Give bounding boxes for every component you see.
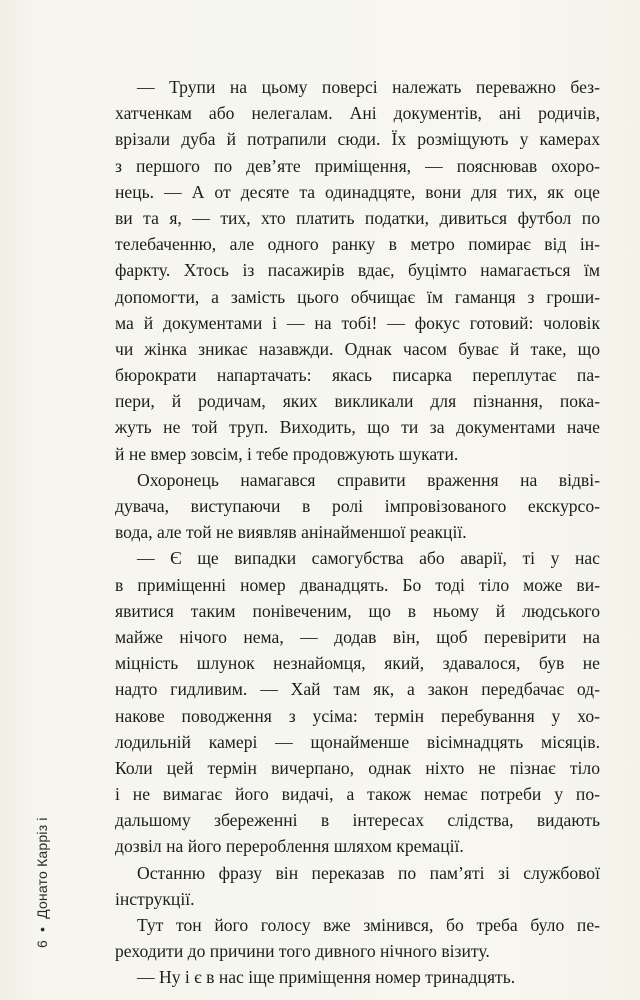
text-line: — Трупи на цьому поверсі належать переважно без- xyxy=(137,77,600,97)
text-line: накове поводження з усіма: термін перебування у хо- xyxy=(115,705,600,726)
bullet-separator: • xyxy=(34,926,50,932)
text-line: ви та я, — тих, хто платить податки, дивиться футбол по xyxy=(115,207,600,228)
text-line: Останню фразу він переказав по пам’яті зі службової xyxy=(137,862,600,883)
text-line: Коли цей термін вичерпано, однак ніхто не пізнає тіло xyxy=(115,757,600,778)
text-line: — Ну і є в нас іще приміщення номер тринадцять. xyxy=(137,967,516,988)
text-line: лодильній камері — щонайменше вісімнадцять місяців. xyxy=(115,731,600,752)
text-line: — Є ще випадки самогубства або аварії, ті у нас xyxy=(137,548,600,569)
text-line: бюрократи напартачать: якась писарка переплутає па- xyxy=(115,365,600,386)
text-line: інструкції. xyxy=(115,888,195,909)
text-line: дальшому збереженні в інтересах слідства, видають xyxy=(115,810,600,831)
text-line: вода, але той не виявляв анінайменшої реакції. xyxy=(115,522,467,543)
text-line: жуть не той труп. Виходить, що ти за документами наче xyxy=(115,417,600,438)
text-line: дувача, виступаючи в ролі імпровізованого екскурсо- xyxy=(115,496,600,516)
text-line: фаркту. Хтось із пасажирів вдає, буцімто намагається їм xyxy=(115,260,600,281)
text-line: дозвіл на його перероблення шляхом кремації. xyxy=(115,836,464,857)
running-head xyxy=(34,817,50,948)
text-line: в приміщенні номер дванадцять. Бо тоді тіло може ви- xyxy=(115,574,600,595)
author-name: Донато Карріз і xyxy=(34,817,50,919)
text-line: надто гидливим. — Хай там як, а закон передбачає од- xyxy=(115,679,600,700)
text-line: майже нічого нема, — додав він, щоб перевірити на xyxy=(115,626,600,647)
page-number: 6 xyxy=(34,940,50,948)
text-line: Тут тон його голосу вже змінився, бо треба було пе- xyxy=(137,915,600,935)
text-line: врізали дуба й потрапили сюди. Їх розміщують у камерах xyxy=(115,129,600,150)
text-line: допомогти, а замість цього обчищає їм гаманця з гроши- xyxy=(115,286,600,307)
text-line: Охоронець намагався справити враження на відві- xyxy=(137,469,600,490)
text-line: ма й документами і — на тобі! — фокус готовий: чоловік xyxy=(115,312,600,333)
text-line: телебаченню, але одного ранку в метро помирає від ін- xyxy=(115,234,600,255)
text-line: міцність шлунок незнайомця, який, здавалося, був не xyxy=(115,653,600,674)
text-line: явитися таким понівеченим, що в ньому й людського xyxy=(115,600,600,621)
text-line: нець. — А от десяте та одинадцяте, вони для тих, як оце xyxy=(115,181,600,202)
text-line: й не вмер зовсім, і тебе продовжують шукати. xyxy=(115,443,459,464)
text-line: реходити до причини того дивного нічного візиту. xyxy=(115,941,490,962)
text-line: і не вимагає його видачі, а також немає потреби у по- xyxy=(115,784,600,805)
body-text xyxy=(115,74,600,991)
text-line: хатченкам або нелегалам. Ані документів, ані родичів, xyxy=(115,103,600,124)
text-line: чи жінка зникає назавжди. Однак часом буває й таке, що xyxy=(115,338,600,359)
text-line: з першого по дев’яте приміщення, — пояснював охоро- xyxy=(115,155,600,176)
text-line: пери, й родичам, яких викликали для пізнання, пока- xyxy=(115,391,600,412)
